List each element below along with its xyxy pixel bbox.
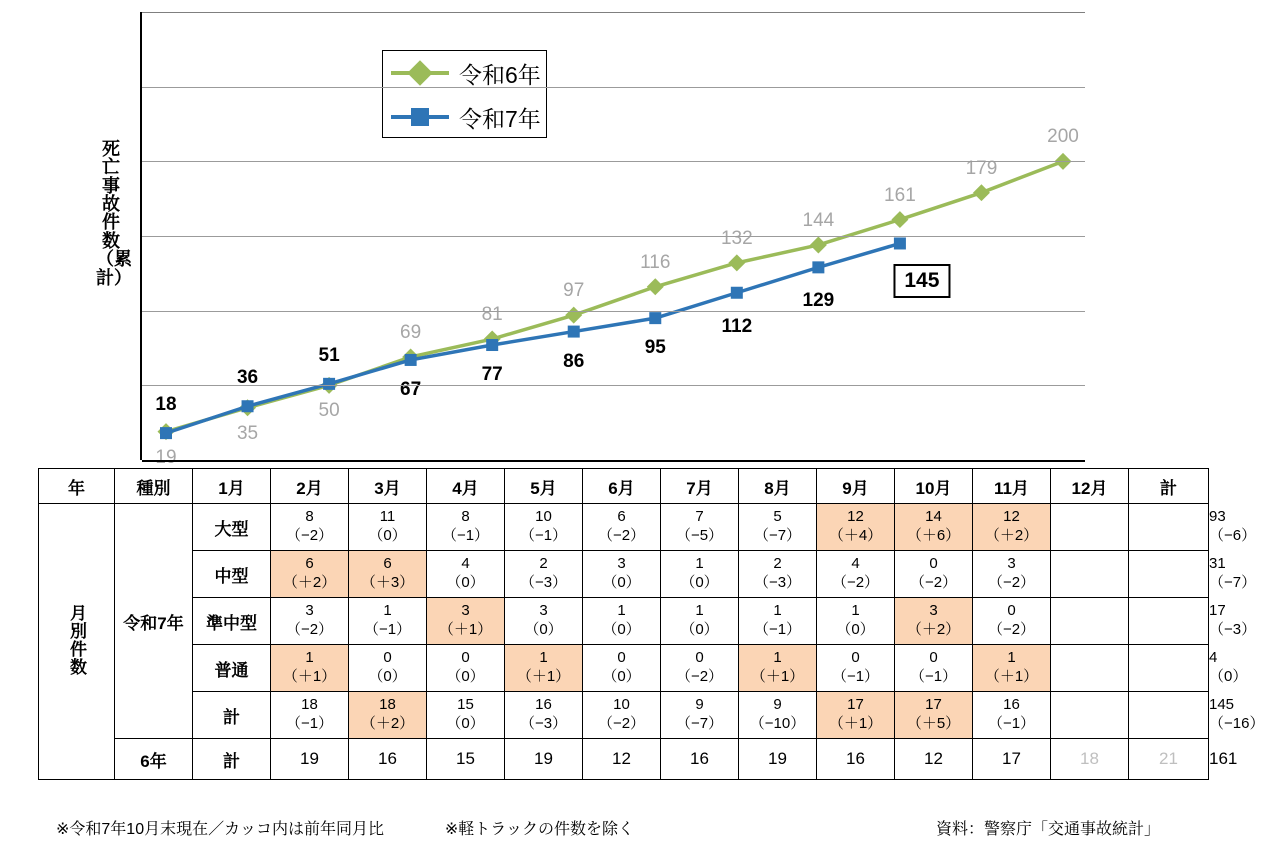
- data-label-y6-8: 144: [802, 209, 835, 231]
- data-label-y7-5: 86: [563, 350, 585, 372]
- table-row: 普通 1 （＋1） 0 （0） 0 （0） 1 （＋1） 0 （0） 0 （−2） 1 （＋1） 0 （−1） 0 （−1） 1 （＋1） 4 （0）: [39, 645, 1209, 692]
- table-cell: 1 （−1）: [739, 598, 817, 645]
- table-cell: 19: [271, 739, 349, 780]
- table-col-header-6: 5月: [505, 469, 583, 504]
- table-cell: [1129, 645, 1209, 692]
- data-label-y7-3: 67: [400, 378, 422, 400]
- data-label-y6-10: 179: [965, 157, 998, 179]
- table-cell: 9 （−10）: [739, 692, 817, 739]
- table-cell: 1 （＋1）: [739, 645, 817, 692]
- table-cell: 3 （＋2）: [895, 598, 973, 645]
- table-cell: [1051, 551, 1129, 598]
- table-cell: 8 （−2）: [271, 504, 349, 551]
- table-row: 計 18 （−1） 18 （＋2） 15 （0） 16 （−3） 10 （−2） 9 （−7） 9 （−10） 17 （＋1） 17 （＋5） 16 （−1） 145 （−16）: [39, 692, 1209, 739]
- table-cell: 11 （0）: [349, 504, 427, 551]
- table-col-header-4: 3月: [349, 469, 427, 504]
- table-col-header-10: 9月: [817, 469, 895, 504]
- legend-label-0: 令和6年: [459, 61, 541, 88]
- table-cell: 1 （0）: [661, 598, 739, 645]
- legend-label-1: 令和7年: [459, 105, 541, 132]
- table-cell: 18: [1051, 739, 1129, 780]
- monthly-counts-table: [38, 468, 1264, 780]
- data-label-y6-1: 35: [236, 422, 259, 444]
- data-label-y7-0: 18: [155, 394, 177, 416]
- table-cell: 0 （−1）: [817, 645, 895, 692]
- table-cell: 1 （0）: [661, 551, 739, 598]
- chart-legend: [382, 50, 547, 138]
- table-cell: 14 （＋6）: [895, 504, 973, 551]
- table-cell: 2 （−3）: [739, 551, 817, 598]
- legend-marker-diamond-icon: [391, 71, 449, 75]
- table-cell: [1051, 692, 1129, 739]
- table-cell: 0 （−1）: [895, 645, 973, 692]
- gridline-250: [142, 87, 1085, 88]
- source-text: 資料：警察庁「交通事故統計」: [935, 821, 1160, 838]
- table-col-header-3: 2月: [271, 469, 349, 504]
- footnote-text-2: ※軽トラックの件数を除く: [444, 821, 634, 838]
- table-col-header-0: 年: [39, 469, 115, 504]
- legend-item-0: [383, 51, 546, 95]
- data-label-y7-1: 36: [236, 367, 259, 389]
- data-label-y6-0: 19: [155, 446, 177, 468]
- table-cell: 0 （0）: [349, 645, 427, 692]
- table-cell: 0 （−2）: [973, 598, 1051, 645]
- table-cell: 5 （−7）: [739, 504, 817, 551]
- data-label-y6-3: 69: [400, 321, 422, 343]
- table-col-header-12: 11月: [973, 469, 1051, 504]
- table-year7-label: 令和7年: [115, 504, 193, 739]
- data-label-y6-9: 161: [884, 184, 916, 206]
- table-cell: [1051, 504, 1129, 551]
- table-cell: 18 （＋2）: [349, 692, 427, 739]
- data-label-y7-4: 77: [481, 364, 503, 385]
- table-cell: 19: [739, 739, 817, 780]
- table-rowtype-label: 準中型: [193, 598, 271, 645]
- table-cell: 1 （＋1）: [271, 645, 349, 692]
- table-rowtype-label: 計: [193, 739, 271, 780]
- data-label-y6-7: 132: [720, 227, 753, 249]
- legend-item-1: [383, 95, 546, 139]
- table-cell: 3 （−2）: [271, 598, 349, 645]
- table-cell: 9 （−7）: [661, 692, 739, 739]
- table-cell: 12: [583, 739, 661, 780]
- table-col-header-13: 12月: [1051, 469, 1129, 504]
- table-cell: [1129, 504, 1209, 551]
- table-row-year6: 6年 計 19 16 15 19 12 16 19 16 12 17 18 21 161: [39, 739, 1209, 780]
- table-cell: 6 （＋2）: [271, 551, 349, 598]
- table-cell: 12 （＋4）: [817, 504, 895, 551]
- table-cell: 3 （−2）: [973, 551, 1051, 598]
- data-label-y6-4: 81: [481, 304, 503, 326]
- table-rowtype-label: 中型: [193, 551, 271, 598]
- table-cell: 6 （＋3）: [349, 551, 427, 598]
- table-cell: 1 （−1）: [349, 598, 427, 645]
- footnote: [56, 816, 634, 839]
- table-cell: 8 （−1）: [427, 504, 505, 551]
- gridline-100: [142, 311, 1085, 312]
- table-col-header-9: 8月: [739, 469, 817, 504]
- table-cell: 12 （＋2）: [973, 504, 1051, 551]
- footnote-text-1: ※令和7年10月末現在／カッコ内は前年同月比: [56, 821, 384, 838]
- table-cell: 16 （−3）: [505, 692, 583, 739]
- table-cell: 0 （0）: [427, 645, 505, 692]
- table-cell: 17 （＋5）: [895, 692, 973, 739]
- table-cell: 3 （＋1）: [427, 598, 505, 645]
- table-cell: 0 （0）: [583, 645, 661, 692]
- table-col-header-11: 10月: [895, 469, 973, 504]
- table-cell: [1129, 692, 1209, 739]
- table-cell: [1051, 598, 1129, 645]
- table-cell: 16: [349, 739, 427, 780]
- gridline-150: [142, 236, 1085, 237]
- gridline-200: [142, 161, 1085, 162]
- table-col-header-8: 7月: [661, 469, 739, 504]
- table-year6-label: 6年: [115, 739, 193, 780]
- gridline-300: [142, 12, 1085, 13]
- table-row: 準中型 3 （−2） 1 （−1） 3 （＋1） 3 （0） 1 （0） 1 （0） 1 （−1） 1 （0） 3 （＋2） 0 （−2） 17 （−3）: [39, 598, 1209, 645]
- table-col-header-2: 1月: [193, 469, 271, 504]
- gridline-0: [142, 460, 1085, 462]
- table-col-header-1: 種別: [115, 469, 193, 504]
- table-cell: 0 （−2）: [661, 645, 739, 692]
- data-label-y7-8: 129: [802, 290, 835, 312]
- table-cell: 18 （−1）: [271, 692, 349, 739]
- table-cell: 4 （−2）: [817, 551, 895, 598]
- table-cell: 19: [505, 739, 583, 780]
- table-rowtype-label: 計: [193, 692, 271, 739]
- table-rowtype-label: 普通: [193, 645, 271, 692]
- table-cell: 16: [817, 739, 895, 780]
- table-cell: 3 （0）: [505, 598, 583, 645]
- data-label-y6-6: 116: [640, 251, 671, 273]
- table-cell: 16: [661, 739, 739, 780]
- y-axis-label: 死亡事故件数（累計）: [96, 139, 132, 288]
- table-cell: [1129, 598, 1209, 645]
- table-cell: 4 （0）: [427, 551, 505, 598]
- table-col-header-7: 6月: [583, 469, 661, 504]
- table-cell: [1129, 551, 1209, 598]
- data-label-y7-7: 112: [721, 315, 753, 337]
- table-cell: 12: [895, 739, 973, 780]
- table-cell: 6 （−2）: [583, 504, 661, 551]
- table-side-label: 月別件数: [39, 504, 115, 780]
- table-row: 中型 6 （＋2） 6 （＋3） 4 （0） 2 （−3） 3 （0） 1 （0） 2 （−3） 4 （−2） 0 （−2） 3 （−2） 31 （−7）: [39, 551, 1209, 598]
- table-cell: 17: [973, 739, 1051, 780]
- table-cell: 1 （0）: [583, 598, 661, 645]
- data-label-y6-5: 97: [563, 280, 585, 302]
- table-cell: 1 （0）: [817, 598, 895, 645]
- table-row: 月別件数 令和7年 大型 8 （−2） 11 （0） 8 （−1） 10 （−1） 6 （−2） 7 （−5） 5 （−7） 12 （＋4） 14 （＋6） 12 （＋2） 93 （−6）: [39, 504, 1209, 551]
- legend-marker-square-icon: [391, 115, 449, 119]
- data-label-y6-11: 200: [1047, 126, 1079, 148]
- data-label-y6-2: 50: [318, 400, 340, 422]
- gridline-50: [142, 385, 1085, 386]
- table-cell: 15: [427, 739, 505, 780]
- table-header-row: [39, 469, 1209, 504]
- table-cell: 16 （−1）: [973, 692, 1051, 739]
- table-col-header-14: 計: [1129, 469, 1209, 504]
- data-label-y7-2: 51: [318, 344, 340, 366]
- table-cell: 21: [1129, 739, 1209, 780]
- table-cell: 0 （−2）: [895, 551, 973, 598]
- table-cell: [1051, 645, 1129, 692]
- table-rowtype-label: 大型: [193, 504, 271, 551]
- table-cell: 15 （0）: [427, 692, 505, 739]
- data-label-y7-6: 95: [644, 337, 666, 359]
- table-cell: 10 （−2）: [583, 692, 661, 739]
- callout-145-box: 145: [893, 264, 950, 298]
- table-cell: 10 （−1）: [505, 504, 583, 551]
- plot-area: [140, 12, 1085, 468]
- table-cell: 17 （＋1）: [817, 692, 895, 739]
- table-cell: 7 （−5）: [661, 504, 739, 551]
- table-col-header-5: 4月: [427, 469, 505, 504]
- table-cell: 3 （0）: [583, 551, 661, 598]
- table-cell: 1 （＋1）: [973, 645, 1051, 692]
- table-cell: 1 （＋1）: [505, 645, 583, 692]
- table-cell: 2 （−3）: [505, 551, 583, 598]
